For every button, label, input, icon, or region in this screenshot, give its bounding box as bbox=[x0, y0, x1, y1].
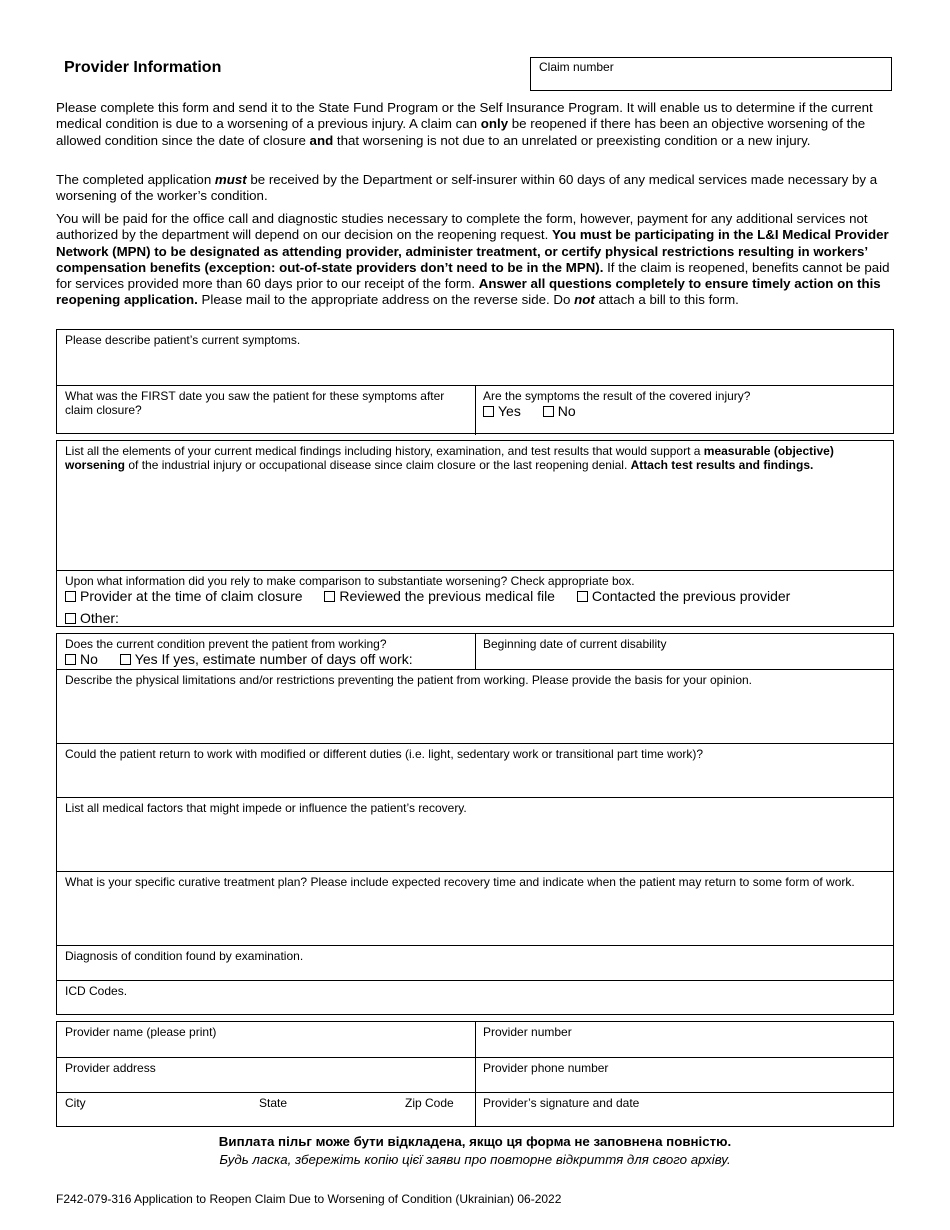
symptoms-section bbox=[56, 329, 894, 434]
provider-name-field[interactable] bbox=[57, 1022, 475, 1057]
days-off-label: If yes, estimate number of days off work: bbox=[161, 651, 413, 667]
intro-paragraph-3: You will be paid for the office call and diagnostic studies necessary to complete the form, however, payment for any additional services not authorized by the department will depend on our decision on the reopening request. You must be participating in the L&I Medical Provider Network (MPN) to be designated as attending provider, administer treatment, or certify physical restrictions resulting in workers’ compensation benefits (exception: out-of-state providers don’t need to be in the MPN). If the claim is reopened, benefits cannot be paid for services provided more than 60 days prior to our receipt of the form. Answer all questions completely to ensure timely action on this reopening application. Please mail to the appropriate address on the reverse side. Do not attach a bill to this form. bbox=[56, 211, 890, 308]
modified-duties-field[interactable] bbox=[57, 744, 893, 798]
covered-injury-field bbox=[475, 386, 893, 435]
provider-address-label: Provider address bbox=[65, 1061, 156, 1075]
provider-name-label: Provider name (please print) bbox=[65, 1025, 217, 1039]
provider-phone-label: Provider phone number bbox=[483, 1061, 609, 1075]
disability-date-field[interactable] bbox=[475, 634, 893, 669]
provider-at-closure-label: Provider at the time of claim closure bbox=[80, 588, 303, 604]
city-label: City bbox=[65, 1096, 86, 1110]
findings-label: List all the elements of your current medical findings including history, examination, and test results that would support a measurable (objective) worsening of the industrial injury or occupational disease since claim closure or the last reopening denial. Attach test results and findings. bbox=[65, 444, 834, 472]
incomplete-warning: Виплата пільг може бути відкладена, якщо ця форма не заповнена повністю. bbox=[218, 1134, 732, 1149]
working-yes-label: Yes bbox=[134, 651, 158, 667]
work-status-section bbox=[56, 633, 894, 1015]
form-number: F242-079-316 Application to Reopen Claim Due to Worsening of Condition (Ukrainian) 06-2022 bbox=[56, 1192, 562, 1206]
working-no-label: No bbox=[80, 651, 98, 667]
covered-yes-label: Yes bbox=[498, 403, 521, 419]
limitations-label: Describe the physical limitations and/or restrictions preventing the patient from working. Please provide the basis for your opinion. bbox=[65, 673, 753, 687]
zip-label: Zip Code bbox=[405, 1096, 454, 1110]
treatment-plan-field[interactable] bbox=[57, 872, 893, 946]
reviewed-file-checkbox[interactable] bbox=[324, 591, 335, 602]
provider-at-closure-checkbox[interactable] bbox=[65, 591, 76, 602]
state-field[interactable] bbox=[251, 1093, 371, 1128]
other-label: Other: bbox=[80, 610, 119, 626]
signature-field[interactable] bbox=[475, 1093, 893, 1128]
symptoms-field[interactable] bbox=[57, 330, 893, 385]
prevent-working-field bbox=[57, 634, 475, 669]
prevent-working-label: Does the current condition prevent the patient from working? bbox=[65, 637, 387, 651]
provider-number-label: Provider number bbox=[483, 1025, 572, 1039]
icd-codes-field[interactable] bbox=[57, 981, 893, 1016]
intro-paragraph-1: Please complete this form and send it to the State Fund Program or the Self Insurance Program. It will enable us to determine if the current medical condition is due to a worsening of a previous injury. A claim can only be reopened if there has been an objective worsening of the allowed condition since the date of closure and that worsening is not due to an unrelated or preexisting condition or a new injury. bbox=[56, 100, 873, 148]
provider-address-field[interactable] bbox=[57, 1058, 475, 1093]
treatment-plan-label: What is your specific curative treatment plan? Please include expected recovery time and indicate when the patient may return to some form of work. bbox=[65, 875, 855, 889]
keep-copy-note: Будь ласка, збережіть копію цієї заяви про повторне відкриття для свого архіву. bbox=[219, 1152, 731, 1167]
disability-date-label: Beginning date of current disability bbox=[483, 637, 667, 651]
covered-no-checkbox[interactable] bbox=[543, 406, 554, 417]
working-no-checkbox[interactable] bbox=[65, 654, 76, 665]
comparison-question: Upon what information did you rely to make comparison to substantiate worsening? Check appropriate box. bbox=[65, 574, 635, 588]
findings-field[interactable] bbox=[57, 441, 893, 570]
symptoms-label: Please describe patient’s current symptoms. bbox=[65, 333, 301, 347]
provider-number-field[interactable] bbox=[475, 1022, 893, 1057]
claim-number-field[interactable] bbox=[530, 57, 892, 91]
icd-codes-label: ICD Codes. bbox=[65, 984, 128, 998]
city-field[interactable] bbox=[57, 1093, 237, 1128]
medical-factors-field[interactable] bbox=[57, 798, 893, 872]
working-yes-checkbox[interactable] bbox=[120, 654, 131, 665]
reviewed-file-label: Reviewed the previous medical file bbox=[339, 588, 555, 604]
modified-duties-label: Could the patient return to work with modified or different duties (i.e. light, sedentary work or transitional part time work)? bbox=[65, 747, 704, 761]
first-date-field[interactable] bbox=[57, 386, 475, 435]
diagnosis-label: Diagnosis of condition found by examination. bbox=[65, 949, 304, 963]
first-date-label: What was the FIRST date you saw the patient for these symptoms after claim closure? bbox=[65, 389, 445, 417]
provider-phone-field[interactable] bbox=[475, 1058, 893, 1093]
covered-no-label: No bbox=[557, 403, 576, 419]
signature-label: Provider’s signature and date bbox=[483, 1096, 640, 1110]
covered-yes-checkbox[interactable] bbox=[483, 406, 494, 417]
diagnosis-field[interactable] bbox=[57, 946, 893, 981]
covered-injury-label: Are the symptoms the result of the covered injury? bbox=[483, 389, 751, 403]
limitations-field[interactable] bbox=[57, 670, 893, 744]
contacted-provider-checkbox[interactable] bbox=[577, 591, 588, 602]
contacted-provider-label: Contacted the previous provider bbox=[591, 588, 791, 604]
other-checkbox[interactable] bbox=[65, 613, 76, 624]
page-title: Provider Information bbox=[64, 59, 222, 76]
medical-factors-label: List all medical factors that might impede or influence the patient’s recovery. bbox=[65, 801, 467, 815]
findings-section bbox=[56, 440, 894, 627]
provider-details-section bbox=[56, 1021, 894, 1127]
claim-number-label: Claim number bbox=[539, 60, 614, 74]
state-label: State bbox=[259, 1096, 288, 1110]
intro-paragraph-2: The completed application must be received by the Department or self-insurer within 60 days of any medical services made necessary by a worsening of the worker’s condition. bbox=[56, 172, 878, 204]
zip-field[interactable] bbox=[397, 1093, 475, 1128]
